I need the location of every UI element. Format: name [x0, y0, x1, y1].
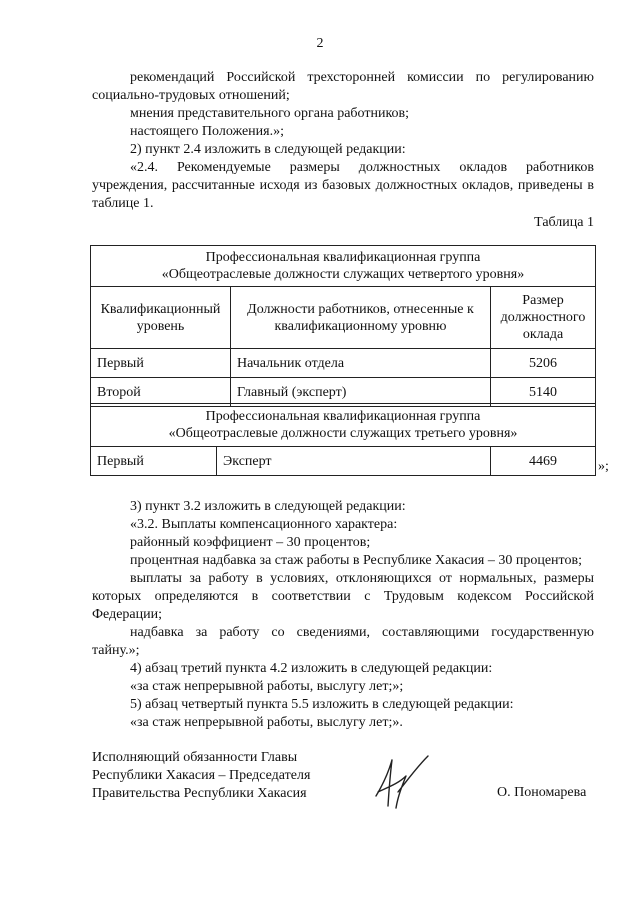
level-cell: Второй — [91, 378, 231, 407]
paragraph-line: надбавка за работу со сведениями, составляющими государственную — [130, 625, 594, 640]
paragraph-line: «за стаж непрерывной работы, выслугу лет;». — [130, 715, 403, 730]
paragraph-line: «2.4. Рекомендуемые размеры должностных окладов работников — [130, 160, 594, 175]
salary-table — [90, 245, 596, 407]
level-cell: Первый — [91, 447, 217, 476]
table-row — [91, 447, 596, 476]
paragraph-line: настоящего Положения.»; — [130, 124, 284, 139]
paragraph-line: тайну.»; — [92, 643, 140, 658]
paragraph-line: процентная надбавка за стаж работы в Республике Хакасия – 30 процентов; — [130, 553, 582, 568]
level-cell: Первый — [91, 349, 231, 378]
salary-table-group2 — [90, 403, 596, 476]
paragraph-line: социально-трудовых отношений; — [92, 88, 290, 103]
signatory-title: Исполняющий обязанности Главы Республики Хакасия – Председателя Правительства Республики Хакасия — [92, 750, 311, 801]
handwritten-signature — [368, 752, 440, 814]
paragraph-line: «3.2. Выплаты компенсационного характера: — [130, 517, 398, 532]
paragraph-line: учреждения, рассчитанные исходя из базовых должностных окладов, приведены в — [92, 178, 594, 193]
paragraph-line: 4) абзац третий пункта 4.2 изложить в следующей редакции: — [130, 661, 493, 676]
salary-cell: 5140 — [491, 378, 596, 407]
paragraph-line: таблице 1. — [92, 196, 154, 211]
paragraph-line: Федерации; — [92, 607, 163, 622]
column-header-level: Квалификационный уровень — [91, 287, 231, 349]
salary-cell: 5206 — [491, 349, 596, 378]
position-cell: Начальник отдела — [231, 349, 491, 378]
column-header-positions: Должности работников, отнесенные к квалификационному уровню — [231, 287, 491, 349]
group-header: Профессиональная квалификационная группа «Общеотраслевые должности служащих четвертого уровня» — [91, 246, 596, 287]
paragraph-line: районный коэффициент – 30 процентов; — [130, 535, 371, 550]
page-number: 2 — [316, 36, 324, 51]
signatory-name: О. Пономарева — [497, 785, 587, 800]
table-caption: Таблица 1 — [534, 215, 594, 230]
position-cell: Эксперт — [217, 447, 491, 476]
paragraph-line: выплаты за работу в условиях, отклоняющихся от нормальных, размеры — [130, 571, 594, 586]
column-header-salary: Размер должностного оклада — [491, 287, 596, 349]
paragraph-line: 2) пункт 2.4 изложить в следующей редакции: — [130, 142, 406, 157]
table-closing-quote: »; — [598, 459, 609, 474]
paragraph-line: 5) абзац четвертый пункта 5.5 изложить в следующей редакции: — [130, 697, 514, 712]
paragraph-line: мнения представительного органа работников; — [130, 106, 410, 121]
paragraph-line: рекомендаций Российской трехсторонней комиссии по регулированию — [130, 70, 594, 85]
salary-cell: 4469 — [491, 447, 596, 476]
table-row — [91, 349, 596, 378]
position-cell: Главный (эксперт) — [231, 378, 491, 407]
group-header: Профессиональная квалификационная группа «Общеотраслевые должности служащих третьего уровня» — [91, 404, 596, 447]
paragraph-line: 3) пункт 3.2 изложить в следующей редакции: — [130, 499, 406, 514]
paragraph-line: «за стаж непрерывной работы, выслугу лет;»; — [130, 679, 404, 694]
paragraph-line: которых определяются в соответствии с Трудовым кодексом Российской — [92, 589, 594, 604]
